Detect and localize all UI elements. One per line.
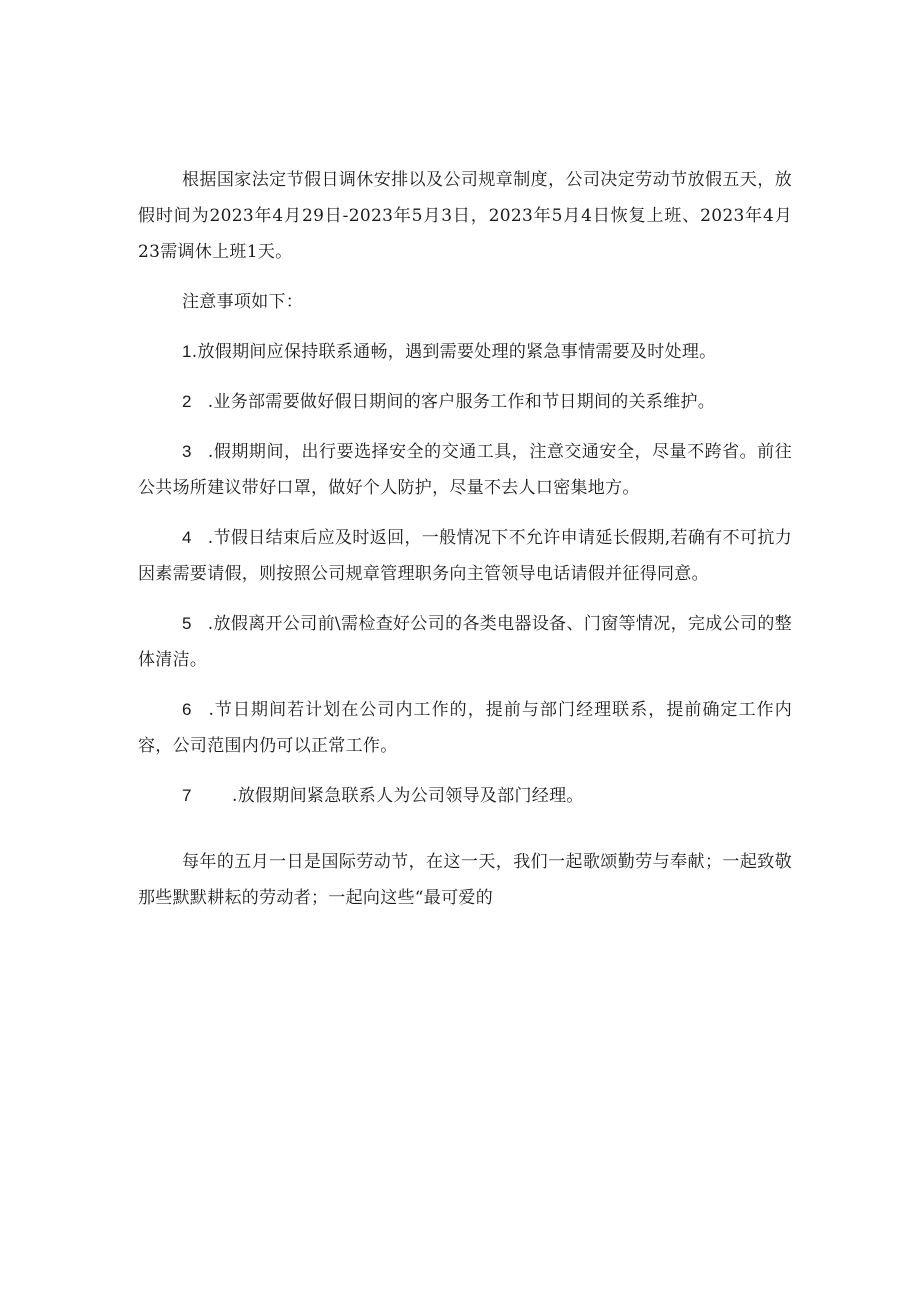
item-number: 4 [182,528,192,547]
list-item [138,520,792,592]
item-text: .放假离开公司前\需检查好公司的各类电器设备、门窗等情况，完成公司的整体清洁。 [138,614,792,670]
item-text: .假期期间，出行要选择安全的交通工具，注意交通安全，尽量不跨省。前往公共场所建议带好口罩，做好个人防护，尽量不去人口密集地方。 [138,442,792,498]
notice-heading: 注意事项如下： [182,292,304,312]
list-item [138,434,792,506]
item-number: 7 [182,786,192,805]
item-number: 1 [182,342,192,361]
item-text: .节日期间若计划在公司内工作的，提前与部门经理联系，提前确定工作内容，公司范围内仍可以正常工作。 [138,700,792,756]
document-body [138,162,792,930]
item-number: 5 [182,614,192,633]
list-item [138,778,792,814]
item-text: .节假日结束后应及时返回，一般情况下不允许申请延长假期,若确有不可抗力因素需要请假，则按照公司规章管理职务向主管领导电话请假并征得同意。 [138,528,792,584]
list-item [138,606,792,678]
closing-paragraph: 每年的五月一日是国际劳动节，在这一天，我们一起歌颂勤劳与奉献；一起致敬那些默默耕耘的劳动者；一起向这些“最可爱的 [138,852,792,908]
list-item [138,692,792,764]
item-number: 3 [182,442,192,461]
intro-paragraph: 根据国家法定节假日调休安排以及公司规章制度，公司决定劳动节放假五天，放假时间为2023年4月29日-2023年5月3日，2023年5月4日恢复上班、2023年4月23需调休上班1天。 [138,170,792,262]
item-text: .业务部需要做好假日期间的客户服务工作和节日期间的关系维护。 [202,392,716,412]
item-text: .放假期间应保持联系通畅，遇到需要处理的紧急事情需要及时处理。 [191,342,717,362]
item-number: 6 [182,700,192,719]
item-number: 2 [182,392,192,411]
item-text: .放假期间紧急联系人为公司领导及部门经理。 [232,786,584,806]
list-item [138,334,792,370]
list-item [138,384,792,420]
